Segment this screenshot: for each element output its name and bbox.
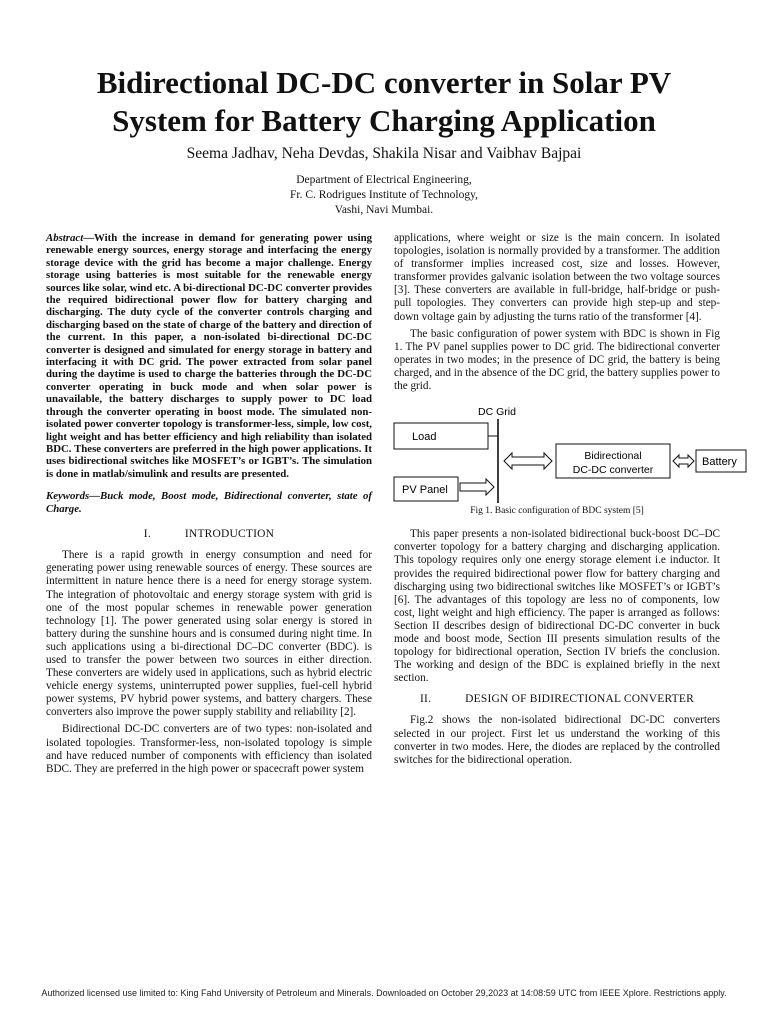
arrow-bdc-battery-bidirectional-icon xyxy=(673,455,694,467)
right-paragraph-2: The basic configuration of power system with BDC is shown in Fig 1. The PV panel supplies power to DC grid. The bidirectional converter operates in two modes; in the presence of DC grid, the battery is being charged, and in the absence of the DC grid, the battery supplies power to the grid. xyxy=(394,327,720,393)
figure-1-caption: Fig 1. Basic configuration of BDC system [5] xyxy=(470,506,644,517)
intro-paragraph-2: Bidirectional DC-DC converters are of two types: non-isolated and isolated topologies. Transformer-less, non-isolated topology is simple and have reduced number of components with efficiency than isolated BDC. They are preferred in the high power or spacecraft power system xyxy=(46,723,372,775)
bdc-diagram xyxy=(390,399,750,503)
dc-grid-label: DC Grid xyxy=(478,406,516,419)
title-line-1: Bidirectional DC-DC converter in Solar PV xyxy=(96,65,672,100)
affiliation xyxy=(40,173,728,218)
arrow-grid-bdc-bidirectional-icon xyxy=(504,453,552,469)
bdc-label-line-2: DC-DC converter xyxy=(572,464,654,477)
bdc-label-line-1: Bidirectional xyxy=(584,450,642,463)
section-heading-introduction xyxy=(46,528,372,541)
design-paragraph-1: Fig.2 shows the non-isolated bidirectional DC-DC converters selected in our project. First let us understand the working of this converter in two modes. Here, the diodes are replaced by the controlled switches for the bidirectional operation. xyxy=(394,714,720,766)
abstract xyxy=(46,232,372,480)
load-label: Load xyxy=(412,431,437,444)
section-heading-design xyxy=(394,693,720,706)
section-title: INTRODUCTION xyxy=(184,528,275,541)
right-paragraph-3: This paper presents a non-isolated bidirectional buck-boost DC–DC converter topology for a battery charging and discharging application. This topology requires only one energy storage element i.e inductor. It provides the required bidirectional power flow for battery charging and discharging using two bidirectional switches like MOSFET’s or IGBT’s [6]. The advantages of this topology are less no of components, low cost, light weight and high efficiency. The paper is arranged as follows: Section II describes design of bidirectional DC-DC converter in buck mode and boost mode, Section III presents simulation results of the topology for bidirectional operation, Section IV briefs the conclusion. The working and design of the BDC is explained briefly in the next section. xyxy=(394,528,720,685)
arrow-pv-to-grid-icon xyxy=(460,479,494,495)
section-number: I. xyxy=(143,528,151,541)
left-column xyxy=(46,232,372,780)
battery-label: Battery xyxy=(702,456,737,469)
paper-title xyxy=(40,64,728,140)
abstract-body: —With the increase in demand for generating power using renewable energy sources, energy storage and interfacing the energy storage device with the grid has become a major challenge. Energy storage using batteries is most suitable for the renewable energy sources like solar, wind etc. A bi-directional DC-DC converter provides the required bidirectional power flow for battery charging and discharging. The duty cycle of the converter controls charging and discharging based on the state of charge of the battery and direction of the current. In this paper, a non-isolated bi-directional DC-DC converter is designed and simulated for energy storage in battery and interfacing it with DC grid. The power extracted from solar panel during the daytime is used to charge the batteries through the DC-DC converter operating in buck mode and when solar power is unavailable, the battery discharges to supply power to DC load through the converter operating in boost mode. The simulated non-isolated power converter topology is transformer-less, simple, low cost, light weight and has better efficiency and high reliability than isolated BDC. These converters are preferred in the high power applications. It uses bidirectional switches like MOSFET’s or IGBT’s. The simulation is done in matlab/simulink and results are presented. xyxy=(46,232,372,480)
title-line-2: System for Battery Charging Application xyxy=(112,103,656,138)
section-title: DESIGN OF BIDIRECTIONAL CONVERTER xyxy=(465,693,694,706)
abstract-lead: Abstract xyxy=(46,232,84,244)
affiliation-line-2: Fr. C. Rodrigues Institute of Technology, xyxy=(290,189,478,201)
affiliation-line-3: Vashi, Navi Mumbai. xyxy=(334,204,434,216)
load-box xyxy=(394,423,488,449)
affiliation-line-1: Department of Electrical Engineering, xyxy=(296,174,472,186)
pv-panel-label: PV Panel xyxy=(402,484,448,497)
keywords xyxy=(46,490,372,516)
license-footer: Authorized licensed use limited to: King Fahd University of Petroleum and Minerals. Downloaded on October 29,2023 at 14:08:59 UTC from IEEE Xplore. Restrictions apply. xyxy=(41,988,727,998)
intro-paragraph-1: There is a rapid growth in energy consumption and need for generating power using renewable sources of energy. These sources are intermittent in nature hence there is a need for energy storage system. The integration of photovoltaic and energy storage system with grid is one of the most popular schemes in renewable power generation technology [1]. The power generated using solar energy is stored in battery during the sunshine hours and is consumed during night time. In such applications using a bi-directional DC–DC converter (BDC). is used to transfer the power between two sources in either direction. These converters are widely used in applications, such as hybrid electric vehicle energy systems, uninterrupted power supplies, fuel-cell hybrid power systems, PV hybrid power systems, and battery chargers. These converters also improve the power supply stability and reliability [2]. xyxy=(46,549,372,719)
section-number: II. xyxy=(420,693,432,706)
right-paragraph-1: applications, where weight or size is the main concern. In isolated topologies, isolation is normally provided by a transformer. The addition of transformer implies increased cost, size and losses. However, transformer provides galvanic isolation between the two voltage sources [3]. These converters are available in full-bridge, half-bridge or push-pull topologies. They converters can provide high step-up and step-down voltage gain by adjusting the turns ratio of the transformer [4]. xyxy=(394,232,720,323)
figure-1 xyxy=(390,399,750,503)
right-column xyxy=(394,232,737,771)
keywords-lead: Keywords xyxy=(46,490,90,503)
authors: Seema Jadhav, Neha Devdas, Shakila Nisar and Vaibhav Bajpai xyxy=(186,145,582,162)
keywords-body: —Buck mode, Boost mode, Bidirectional converter, state of Charge. xyxy=(46,490,372,516)
